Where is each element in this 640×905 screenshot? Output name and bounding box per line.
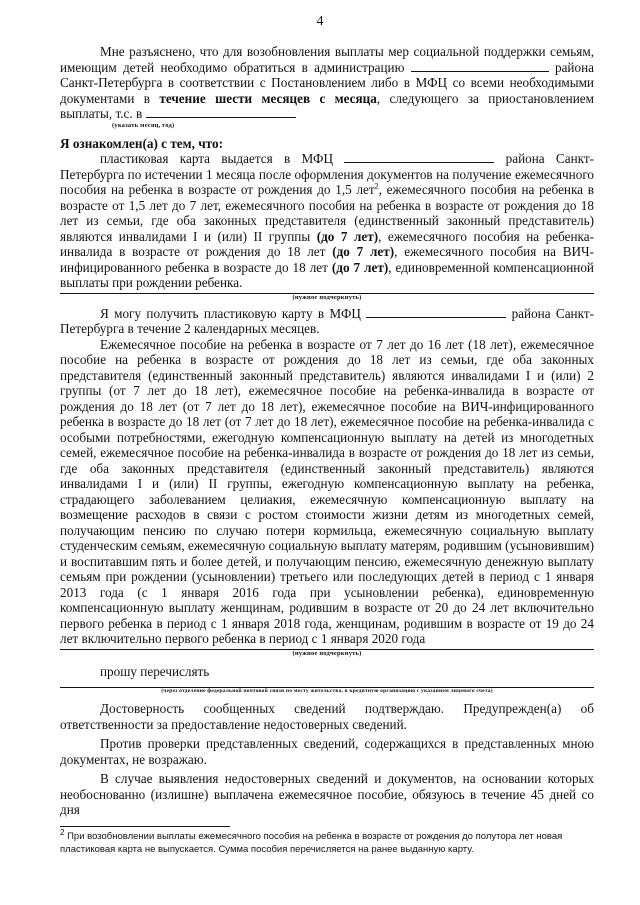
month-year-blank <box>146 106 296 118</box>
document-body <box>60 44 594 856</box>
section-heading: Я ознакомлен(а) с тем, что: <box>60 135 223 151</box>
renewal-text-3: , следующего за приостановлением выплаты, т.с. в <box>60 90 594 121</box>
confirm-paragraph: Достоверность сообщенных сведений подтверждаю. Предупрежден(а) об ответственности за предоставление недостоверных сведений. <box>60 701 594 732</box>
month-year-hint: (указать месяц, год) <box>112 121 175 129</box>
card-text-1: пластиковая карта выдается в МФЦ <box>100 151 333 166</box>
renewal-text-1: Мне разъяснено, что для возобновления выплаты мер социальной поддержки семьям, имеющим детей необходимо обратиться в администрацию <box>60 44 594 75</box>
transfer-hint: (через отделение федеральной почтовой связи по месту жительства, в кредитную организацию с указанием лицевого счета) <box>161 688 493 694</box>
mfc-blank-2 <box>366 306 506 318</box>
mfc-blank-1 <box>344 151 494 163</box>
card-bold-1: (до 7 лет) <box>316 228 379 244</box>
page-number: 4 <box>316 14 324 29</box>
card-text-3: , ежемесячного пособия на ребенка в возрасте от 1,5 лет до 7 лет, ежемесячного пособия на ребенка в возрасте от рождения до 18 лет из семьи, где оба законных представителя (единственный законный представитель) являются инвалидами I и (или) II группы <box>60 182 594 244</box>
check-paragraph: Против проверки представленных сведений, содержащихся в представленных мною документах, не возражаю. <box>60 736 594 767</box>
card2-text-2: района Санкт-Петербурга в течение 2 календарных месяцев. <box>60 305 594 336</box>
card-bold-2: (до 7 лет) <box>332 244 395 259</box>
underline-hint-2: (нужное подчеркнуть) <box>292 649 362 657</box>
card-text-6: , единовременной компенсационной выплаты при рождении ребенка. <box>60 259 594 290</box>
benefits-paragraph: Ежемесячное пособие на ребенка в возрасте от 7 лет до 16 лет (18 лет), ежемесячное пособие на ребенка в возрасте от рождения до 18 лет из семьи, где оба законных представителя (единственный законный представитель) являются инвалидами I и (или) 2 группы (от 7 лет до 18 лет), ежемесячное пособие на ребенка-инвалида в возрасте от рождения до 18 лет (от 7 лет до 18 лет), ежемесячное пособие на ВИЧ-инфицированного ребенка в возрасте до 18 лет (от 7 лет до 18 лет), ежемесячное пособие на ребенка-инвалида с особыми потребностями, ежегодную компенсационную выплату на детей из многодетных семей, ежемесячное пособие на ребенка-инвалида в возрасте от рождения до 18 лет из семьи, где оба законных представителя (единственный законный представитель) являются инвалидами I и (или) II группы, ежегодную компенсационную выплату на ребенка, страдающего заболеванием целиакия, ежемесячную компенсационную выплату на возмещение расходов в связи с ростом стоимости жизни детям из многодетных семей, получающим пенсию по случаю потери кормильца, ежемесячную социальную выплату студенческим семьям, ежемесячную социальную выплату матерям, родившим (усыновившим) и воспитавшим пять и более детей, и получающим пенсию, ежемесячную денежную выплату семьям при рождении (усыновлении) третьего или последующих детей в период с 1 января 2013 года (с 1 января 2016 года при усыновлении ребенка), единовременную компенсационную выплату женщинам, родившим в возрасте от 20 до 24 лет включительно первого ребенка в период с 1 января 2018 года, женщинам, родившим в возрасте от 19 до 24 лет включительно первого ребенка в период с 1 января 2020 года <box>60 336 594 646</box>
card-bold-3: (до 7 лет) <box>331 259 389 275</box>
footnote-ref: 2 <box>374 181 379 191</box>
renewal-text-2: района Санкт-Петербурга в соответствии с Постановлением либо в МФЦ со всеми необходимыми документами в <box>60 59 594 106</box>
card-text-4: , ежемесячного пособия на ребенка-инвалида в возрасте от рождения до 18 лет <box>60 228 594 259</box>
card-text-2: района Санкт-Петербурга по истечении 1 месяца после оформления документов на получение ежемесячного пособия на ребенка в возрасте от рождения до 1,5 лет <box>60 151 595 197</box>
transfer-label: прошу перечислять <box>100 663 210 679</box>
card-paragraph-2 <box>60 306 594 337</box>
footnote-text: При возобновлении выплаты ежемесячного пособия на ребенка в возрасте от рождения до полутора лет новая пластиковая карта не выпускается. Сумма пособия перечисляется на ранее выданную карту. <box>60 830 563 855</box>
card-text-5: , ежемесячного пособия на ВИЧ-инфицированного ребенка в возрасте до 18 лет <box>60 244 595 275</box>
footnote-marker: 2 <box>60 827 65 837</box>
refund-paragraph: В случае выявления недостоверных сведений и документов, на основании которых необоснованно (излишне) выплачена ежемесячное пособие, обязуюсь в течение 45 дней со дня <box>60 771 594 817</box>
card-paragraph <box>60 151 594 291</box>
footnote <box>60 827 594 856</box>
district-blank-1 <box>411 60 549 72</box>
card2-text-1: Я могу получить пластиковую карту в МФЦ <box>100 305 361 321</box>
renewal-deadline: течение шести месяцев с месяца <box>159 90 377 106</box>
underline-hint-1: (нужное подчеркнуть) <box>292 293 362 301</box>
renewal-paragraph <box>60 44 594 122</box>
footnote-rule <box>60 826 230 827</box>
